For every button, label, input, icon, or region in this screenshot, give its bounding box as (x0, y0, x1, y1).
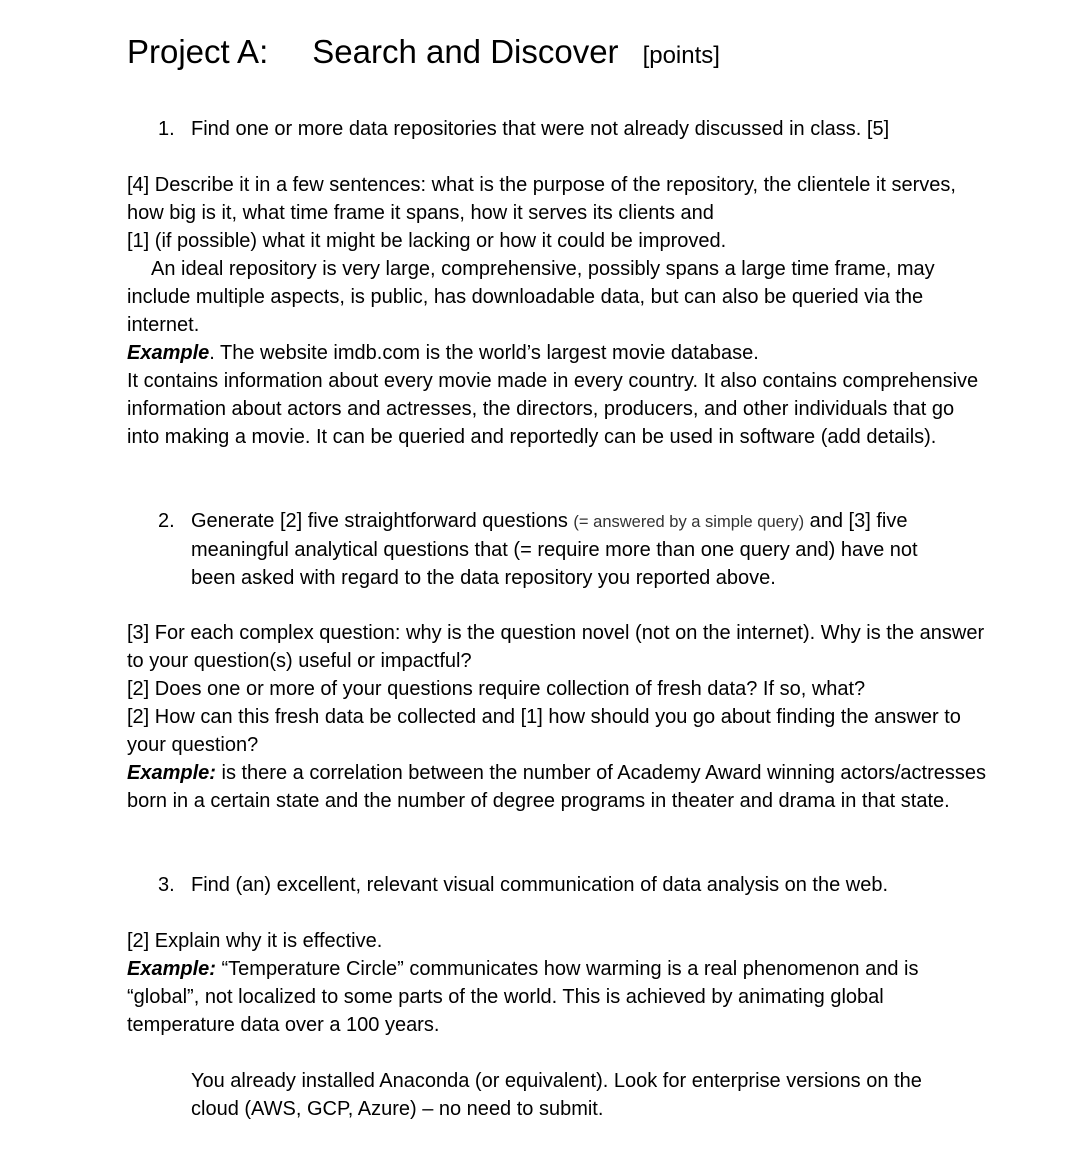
example-label: Example (127, 342, 210, 364)
section-1-ideal: An ideal repository is very large, comprehensive, possibly spans a large time frame, may include multiple aspects, is public, has downloadable data, but can also be queried via the internet. (127, 258, 935, 336)
section-2-body (127, 619, 987, 815)
section-2-text-b: and [3] five meaningful analytical questions that (= require more than one query and) have not been asked with regard to the data repository you reported above. (191, 510, 918, 589)
section-2-heading (158, 507, 958, 592)
section-3-example (127, 955, 987, 1039)
page-title (127, 30, 720, 78)
section-2-example (127, 759, 987, 815)
section-1-describe: [4] Describe it in a few sentences: what is the purpose of the repository, the clientele it serves, how big is it, what time frame it spans, how it serves its clients and (127, 174, 956, 224)
section-1-example-more: It contains information about every movie made in every country. It also contains comprehensive information about actors and actresses, the directors, producers, and other individuals that go into making a movie. It can be queried and reportedly can be used in software (add details). (127, 370, 979, 448)
title-subtitle: Search and Discover (312, 33, 619, 70)
closing-note: You already installed Anaconda (or equivalent). Look for enterprise versions on the cloud (AWS, GCP, Azure) – no need to submit. (191, 1070, 922, 1120)
section-2-line-1: [3] For each complex question: why is the question novel (not on the internet). Why is the answer to your question(s) useful or impactful? (127, 622, 985, 672)
section-3-number: 3. (158, 874, 175, 896)
example-text: . The website imdb.com is the world’s largest movie database. (209, 342, 759, 364)
section-1-number: 1. (158, 118, 175, 140)
section-1-body (127, 171, 987, 451)
section-1-heading (158, 115, 958, 143)
title-project: Project A: (127, 33, 269, 70)
section-2-line-2: [2] Does one or more of your questions require collection of fresh data? If so, what? (127, 678, 866, 700)
section-1-improve: [1] (if possible) what it might be lacking or how it could be improved. (127, 230, 727, 252)
section-2-text-small: (= answered by a simple query) (573, 513, 805, 531)
section-3-body (127, 927, 987, 1039)
example-text: is there a correlation between the number of Academy Award winning actors/actresses born in a certain state and the number of degree programs in theater and drama in that state. (127, 762, 986, 812)
title-points: [points] (642, 42, 720, 69)
example-text: “Temperature Circle” communicates how warming is a real phenomenon and is “global”, not localized to some parts of the world. This is achieved by animating global temperature data over a 100 years. (127, 958, 919, 1036)
section-2-text (191, 507, 958, 592)
section-2-number: 2. (158, 510, 175, 532)
section-3-text: Find (an) excellent, relevant visual communication of data analysis on the web. (191, 874, 889, 896)
section-2-text-a: Generate [2] five straightforward questions (191, 510, 574, 532)
example-label: Example: (127, 958, 216, 980)
section-2-line-3: [2] How can this fresh data be collected and [1] how should you go about finding the answer to your question? (127, 706, 961, 756)
section-1-text: Find one or more data repositories that were not already discussed in class. [5] (191, 118, 890, 140)
example-label: Example: (127, 762, 216, 784)
section-3-explain: [2] Explain why it is effective. (127, 930, 383, 952)
section-1-example (127, 339, 987, 367)
section-3-heading (158, 871, 958, 899)
